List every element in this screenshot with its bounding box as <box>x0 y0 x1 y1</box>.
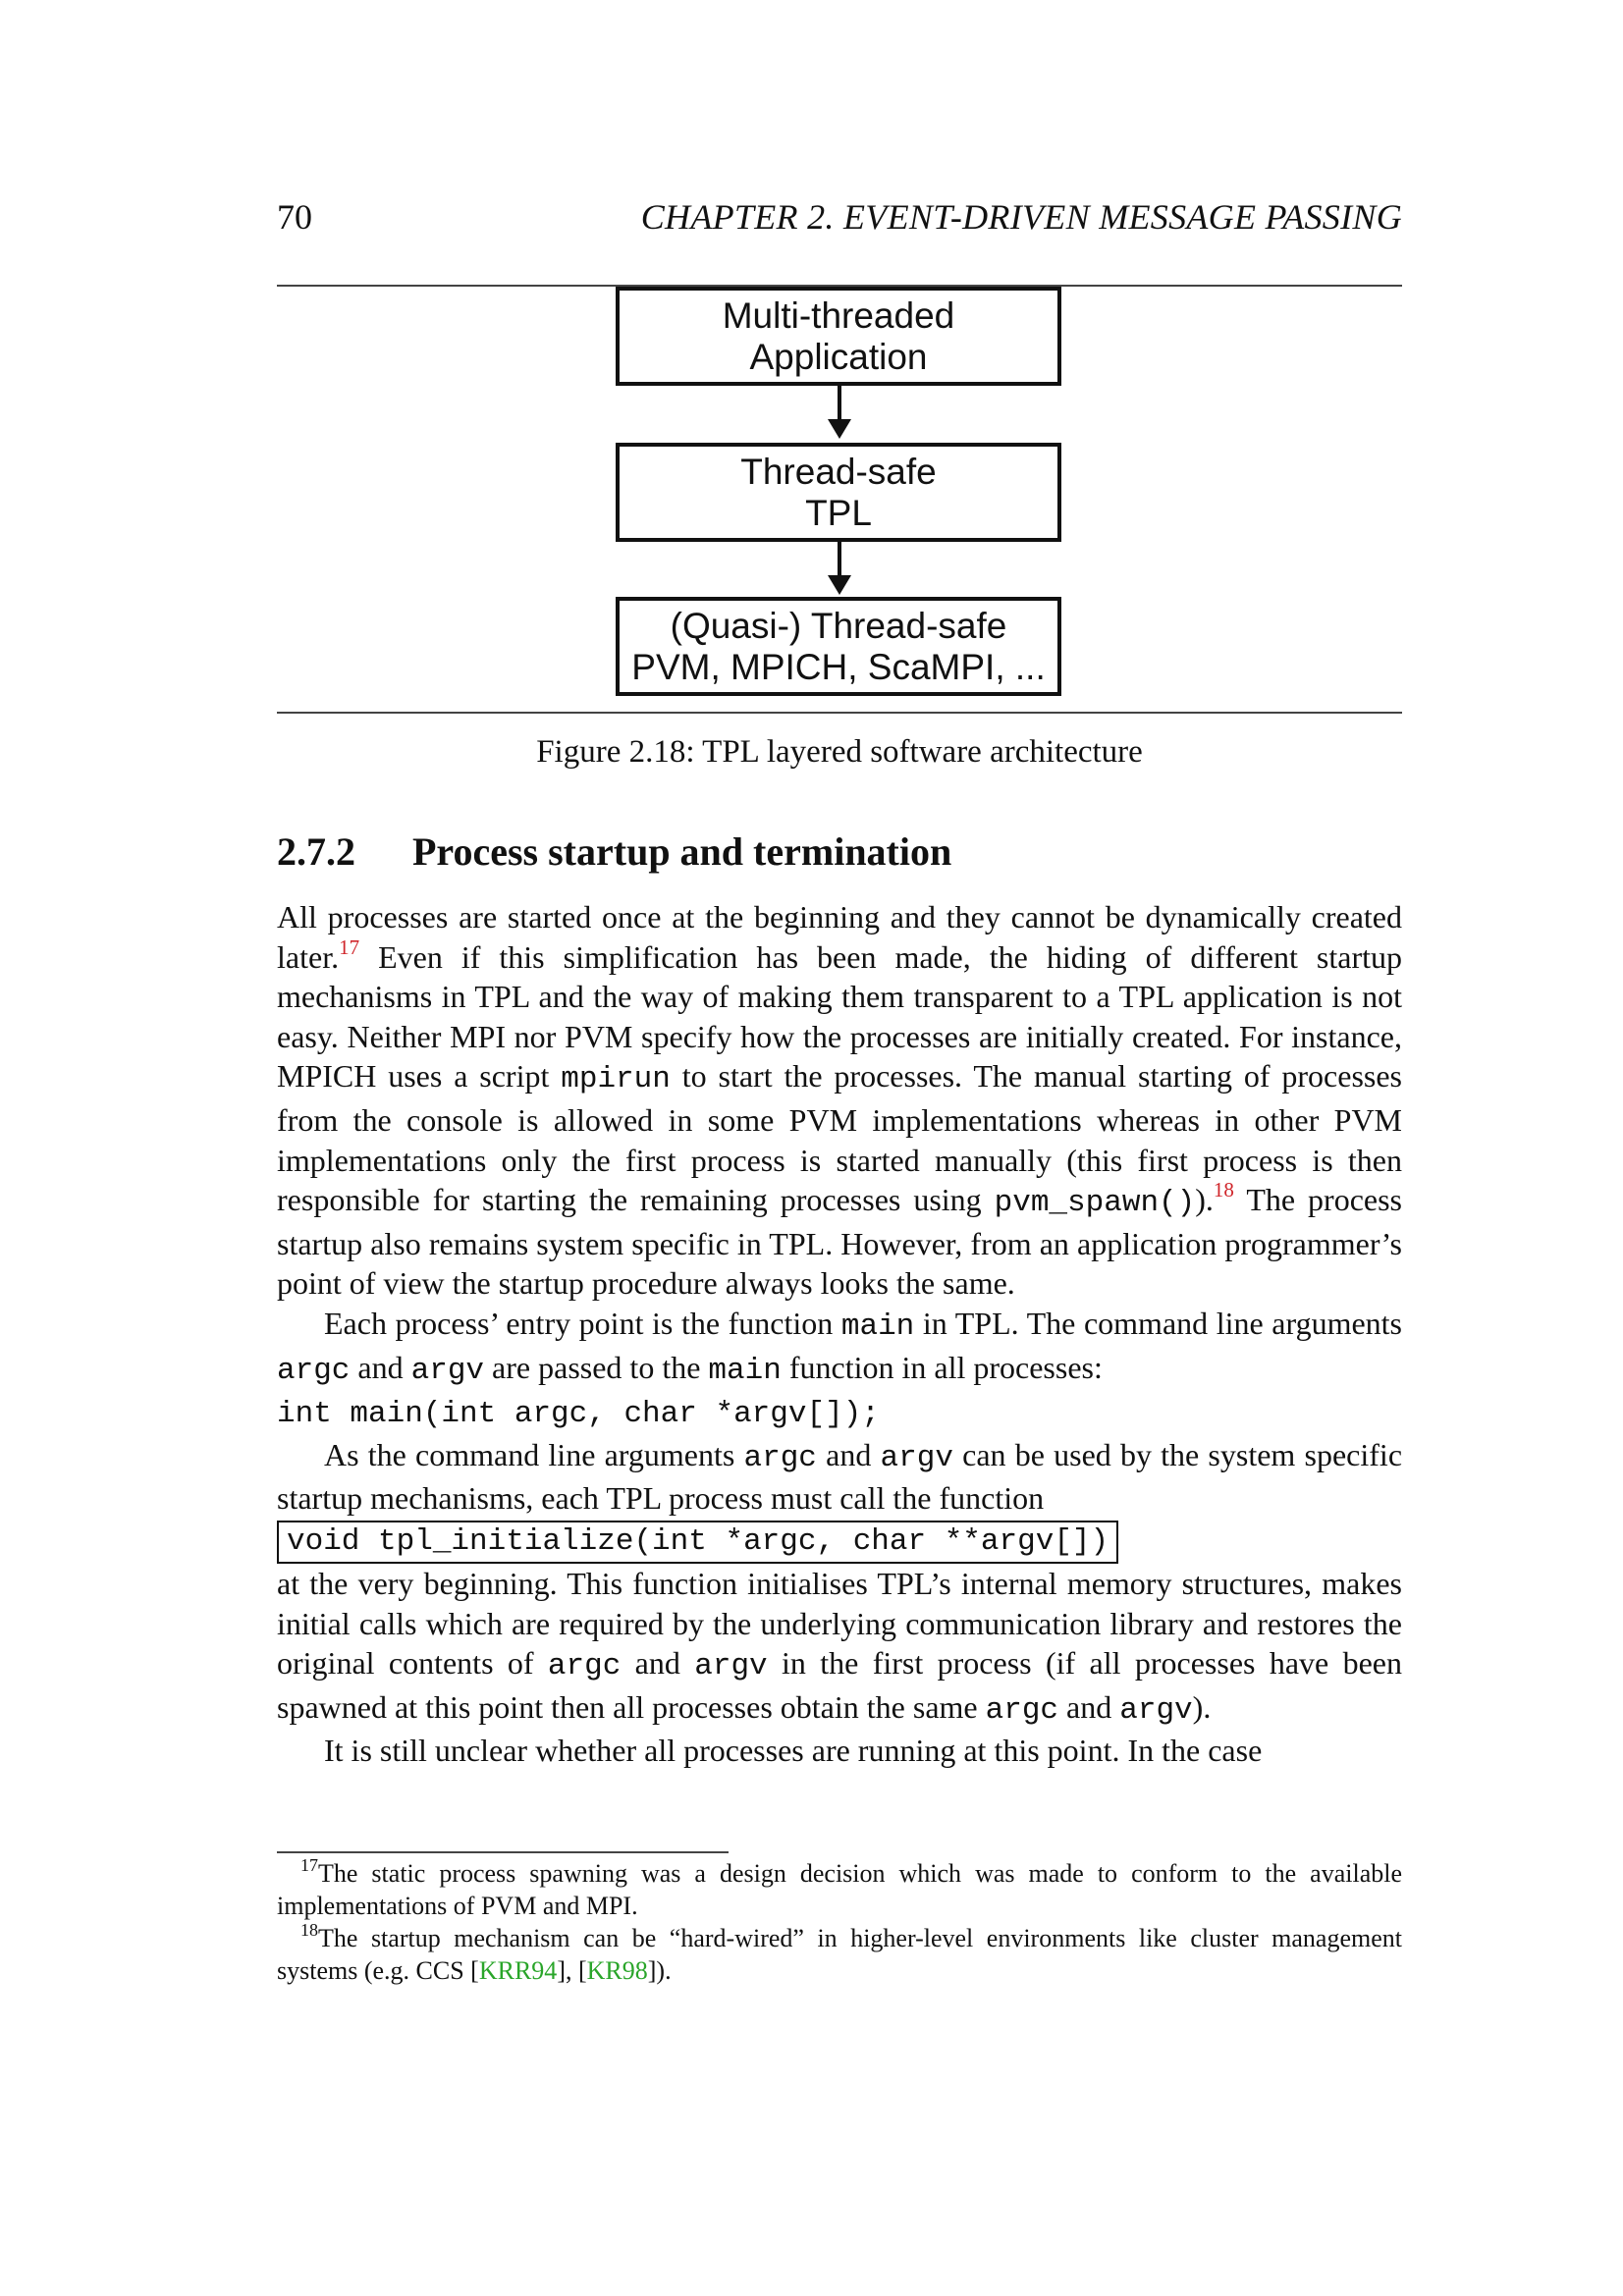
box-label: Thread-safe <box>740 451 937 492</box>
figure-bottom-rule <box>277 712 1402 714</box>
footnote-mark: 18 <box>300 1920 318 1940</box>
footnotes <box>277 1857 1402 1987</box>
paragraph <box>277 897 1402 1304</box>
box-application <box>616 287 1061 386</box>
footnote-text: ], [ <box>557 1956 587 1985</box>
inline-code: main <box>708 1353 782 1388</box>
inline-code: argc <box>277 1353 351 1388</box>
figure-caption: Figure 2.18: TPL layered software architecture <box>536 734 1143 770</box>
text: Each process’ entry point is the function <box>324 1305 841 1341</box>
footnote-mark: 17 <box>300 1855 318 1875</box>
text: can be used by the system specific startup mechanisms, each TPL process must call the function <box>277 1436 1403 1517</box>
box-label: Application <box>749 336 928 377</box>
box-tpl <box>616 443 1061 542</box>
text: Even if this simplification has been made, the hiding of different startup mechanisms in TPL and the way of making them transparent to a TPL application is not easy. Neither MPI nor PVM specify how the processes are initially created. For instance, MPICH uses a script <box>277 938 1402 1095</box>
box-libraries <box>616 597 1061 696</box>
text: As the command line arguments <box>324 1436 744 1472</box>
function-signature-box: void tpl_initialize(int *argc, char **argv[]) <box>277 1521 1118 1564</box>
arrow-down-icon <box>828 419 851 439</box>
inline-code: pvm_spawn() <box>994 1186 1196 1221</box>
text: are passed to the <box>484 1349 709 1385</box>
inline-code: argv <box>410 1353 485 1388</box>
footnote-17 <box>277 1857 1402 1922</box>
footnote-text: The static process spawning was a design decision which was made to conform to the available implementations of PVM and MPI. <box>277 1859 1402 1920</box>
text: ). <box>1195 1182 1214 1218</box>
footnote-ref[interactable]: 18 <box>1213 1178 1234 1202</box>
text: and <box>350 1349 411 1385</box>
inline-code: int main(int argc, char *argv[]); <box>277 1397 880 1432</box>
footnote-text: ]). <box>647 1956 672 1985</box>
box-label: (Quasi-) Thread-safe <box>670 605 1007 646</box>
paragraph <box>277 1304 1402 1391</box>
section-heading <box>277 828 951 875</box>
footnote-rule <box>277 1851 729 1853</box>
footnote-18 <box>277 1922 1402 1987</box>
section-title: Process startup and termination <box>412 829 952 874</box>
paragraph <box>277 1435 1402 1519</box>
text: in the first process (if all processes have been spawned at this point then all processes obtain the same <box>277 1645 1403 1725</box>
text: All processes are started once at the beginning and they cannot be dynamically created later. <box>277 899 1402 975</box>
citation-link[interactable]: KR98 <box>586 1956 648 1985</box>
text: The process startup also remains system specific in TPL. However, from an application programmer’s point of view the startup procedure always looks the same. <box>277 1182 1402 1302</box>
text: and <box>1058 1688 1120 1725</box>
paragraph <box>277 1564 1402 1731</box>
section-number: 2.7.2 <box>277 829 355 874</box>
footnote-ref[interactable]: 17 <box>339 934 360 959</box>
footnote-text: The startup mechanism can be “hard-wired” in higher-level environments like cluster management systems (e.g. CCS [ <box>277 1924 1402 1985</box>
code-line <box>277 1391 1402 1435</box>
inline-code: argc <box>743 1440 817 1475</box>
inline-code: argc <box>985 1692 1059 1728</box>
inline-code: argv <box>880 1440 953 1475</box>
text: at the very beginning. This function initialises TPL’s internal memory structures, makes initial calls which are required by the underlying communication library and restores the original contents of <box>277 1565 1402 1682</box>
box-label: Multi-threaded <box>722 294 955 336</box>
text: and <box>621 1645 695 1682</box>
inline-code: main <box>840 1308 915 1344</box>
arrow-down-icon <box>828 575 851 595</box>
arrow-shaft <box>838 386 841 419</box>
running-title: CHAPTER 2. EVENT-DRIVEN MESSAGE PASSING <box>640 197 1402 237</box>
page-header <box>277 196 1402 245</box>
paragraph: It is still unclear whether all processes are running at this point. In the case <box>324 1733 1263 1769</box>
arrow-shaft <box>838 542 841 575</box>
box-label: PVM, MPICH, ScaMPI, ... <box>631 646 1046 687</box>
text: and <box>816 1436 881 1472</box>
page-number: 70 <box>277 197 312 237</box>
text: ). <box>1192 1688 1212 1725</box>
text: to start the processes. The manual starting of processes from the console is allowed in some PVM implementations whereas in other PVM implementations only the first process is started manually (this first process is then responsible for starting the remaining processes using <box>277 1058 1403 1218</box>
inline-code: argv <box>1119 1692 1193 1728</box>
text: function in all processes: <box>781 1349 1103 1385</box>
body-text <box>277 897 1402 1771</box>
inline-code: argc <box>547 1649 622 1684</box>
citation-link[interactable]: KRR94 <box>478 1956 558 1985</box>
inline-code: mpirun <box>561 1062 671 1097</box>
code-box-line <box>277 1519 1402 1564</box>
box-label: TPL <box>805 492 872 533</box>
inline-code: argv <box>694 1649 768 1684</box>
text: in TPL. The command line arguments <box>914 1305 1403 1341</box>
